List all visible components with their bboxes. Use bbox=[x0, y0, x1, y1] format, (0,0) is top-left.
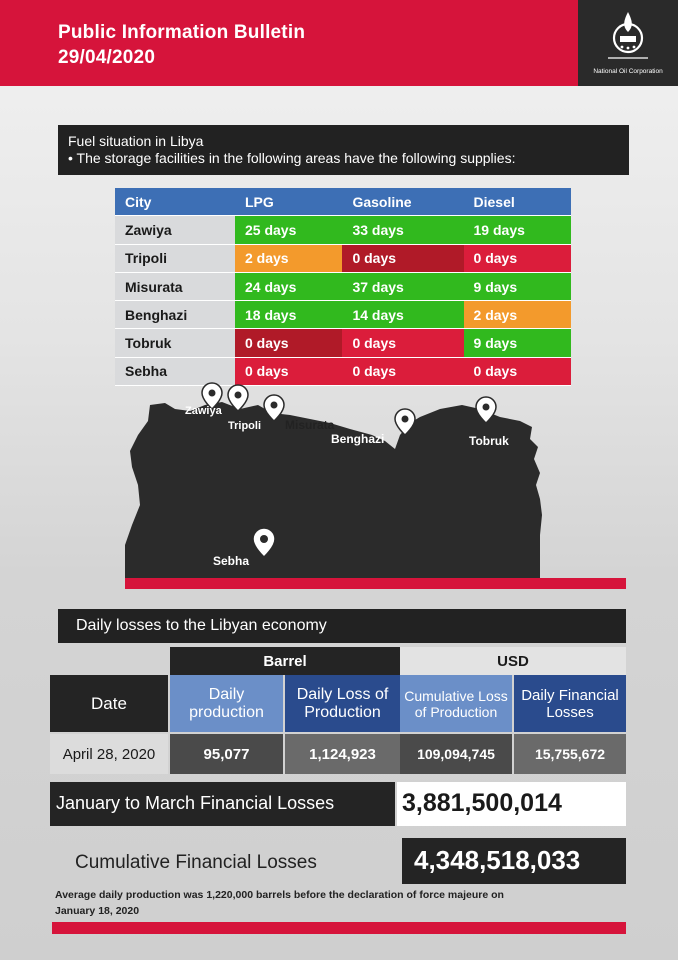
lpg-cell: 0 days bbox=[235, 357, 342, 385]
cumulative-loss-header: Cumulative Loss of Production bbox=[400, 675, 512, 732]
diesel-cell: 19 days bbox=[464, 216, 571, 244]
lpg-cell: 18 days bbox=[235, 301, 342, 329]
city-cell: Benghazi bbox=[115, 301, 235, 329]
bulletin-date: 29/04/2020 bbox=[58, 47, 156, 68]
libya-map bbox=[0, 375, 678, 590]
jan-mar-value: 3,881,500,014 bbox=[397, 782, 626, 826]
fuel-supply-table bbox=[115, 188, 571, 386]
map-label-zawiya: Zawiya bbox=[185, 405, 222, 417]
diesel-cell: 9 days bbox=[464, 329, 571, 357]
map-label-sebha: Sebha bbox=[213, 554, 250, 568]
fuel-situation-box bbox=[58, 125, 629, 175]
usd-label: USD bbox=[497, 653, 529, 670]
table-row bbox=[115, 329, 571, 357]
map-label-benghazi: Benghazi bbox=[331, 432, 385, 446]
gasoline-cell: 37 days bbox=[342, 272, 463, 300]
col-diesel: Diesel bbox=[464, 188, 571, 216]
city-cell: Tripoli bbox=[115, 244, 235, 272]
diesel-cell: 2 days bbox=[464, 301, 571, 329]
lpg-cell: 0 days bbox=[235, 329, 342, 357]
gasoline-cell: 0 days bbox=[342, 357, 463, 385]
date-header: Date bbox=[50, 675, 168, 732]
date-value: April 28, 2020 bbox=[50, 734, 168, 774]
daily-financial-value: 15,755,672 bbox=[514, 734, 626, 774]
daily-production-value: 95,077 bbox=[170, 734, 283, 774]
city-cell: Sebha bbox=[115, 357, 235, 385]
city-cell: Tobruk bbox=[115, 329, 235, 357]
map-label-tobruk: Tobruk bbox=[469, 434, 509, 448]
footnote: Average daily production was 1,220,000 barrels before the declaration of force majeure on January 18, 2020 bbox=[55, 889, 504, 917]
fuel-subheading: • The storage facilities in the following areas have the following supplies: bbox=[68, 150, 516, 166]
barrel-group-header bbox=[170, 647, 400, 675]
diesel-cell: 0 days bbox=[464, 357, 571, 385]
daily-loss-header: Daily Loss of Production bbox=[285, 675, 400, 732]
logo-text: National Oil Corporation bbox=[593, 68, 663, 75]
header-banner bbox=[0, 0, 578, 86]
cumulative-value: 4,348,518,033 bbox=[402, 838, 626, 884]
noc-emblem-icon bbox=[578, 0, 678, 66]
footer-bar bbox=[52, 922, 626, 934]
gasoline-cell: 33 days bbox=[342, 216, 463, 244]
jan-mar-label: January to March Financial Losses bbox=[50, 782, 395, 826]
table-header-row bbox=[115, 188, 571, 216]
city-cell: Zawiya bbox=[115, 216, 235, 244]
barrel-label: Barrel bbox=[263, 653, 307, 670]
table-row bbox=[115, 301, 571, 329]
col-lpg: LPG bbox=[235, 188, 342, 216]
lpg-cell: 2 days bbox=[235, 244, 342, 272]
col-gasoline: Gasoline bbox=[342, 188, 463, 216]
table-row bbox=[115, 216, 571, 244]
lpg-cell: 24 days bbox=[235, 272, 342, 300]
col-city: City bbox=[115, 188, 235, 216]
gasoline-cell: 0 days bbox=[342, 244, 463, 272]
map-label-misurata: Misurata bbox=[285, 418, 335, 432]
daily-production-header: Daily production bbox=[170, 675, 283, 732]
noc-logo bbox=[578, 0, 678, 86]
cumulative-loss-value: 109,094,745 bbox=[400, 734, 512, 774]
daily-financial-header: Daily Financial Losses bbox=[514, 675, 626, 732]
usd-group-header bbox=[400, 647, 626, 675]
gasoline-cell: 14 days bbox=[342, 301, 463, 329]
fuel-heading: Fuel situation in Libya bbox=[68, 133, 204, 149]
map-label-tripoli: Tripoli bbox=[228, 420, 261, 432]
cumulative-label: Cumulative Financial Losses bbox=[75, 852, 317, 873]
divider-bar bbox=[125, 578, 626, 589]
lpg-cell: 25 days bbox=[235, 216, 342, 244]
diesel-cell: 9 days bbox=[464, 272, 571, 300]
diesel-cell: 0 days bbox=[464, 244, 571, 272]
bulletin-title: Public Information Bulletin bbox=[58, 22, 306, 43]
losses-title: Daily losses to the Libyan economy bbox=[58, 609, 626, 643]
table-row bbox=[115, 272, 571, 300]
table-row bbox=[115, 244, 571, 272]
city-cell: Misurata bbox=[115, 272, 235, 300]
gasoline-cell: 0 days bbox=[342, 329, 463, 357]
daily-loss-value: 1,124,923 bbox=[285, 734, 400, 774]
